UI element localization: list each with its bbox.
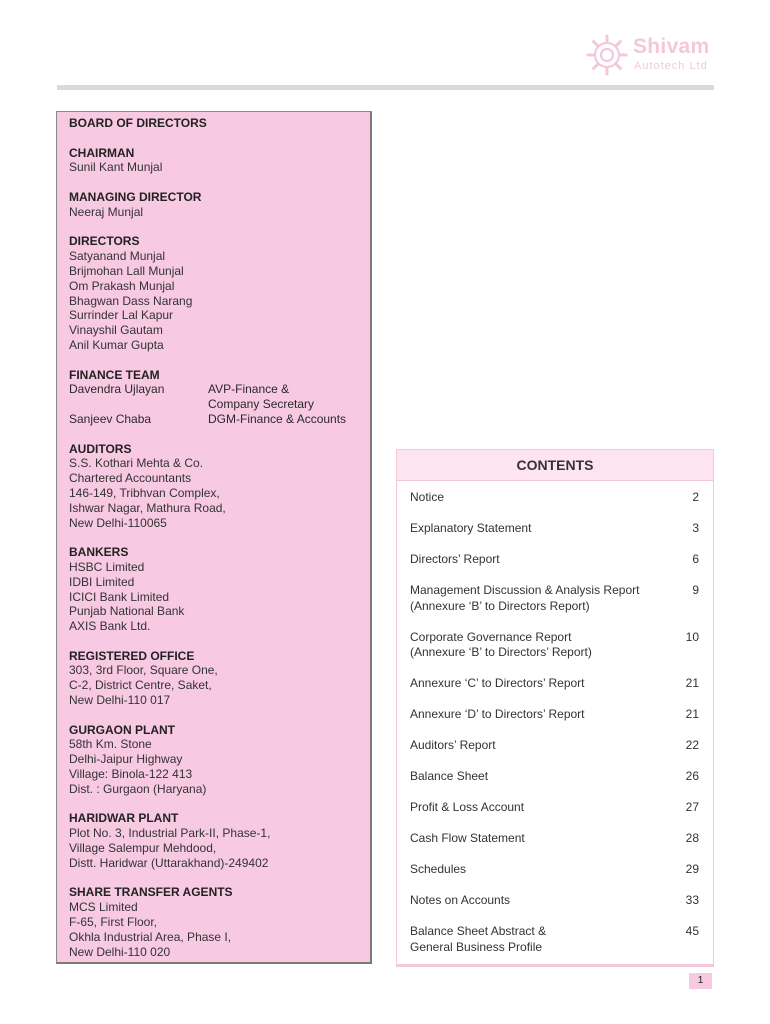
section-line: New Delhi-110 017: [69, 693, 171, 708]
finance-name: Sanjeev Chaba: [69, 411, 152, 426]
contents-item-title: Notice: [410, 490, 445, 504]
section-heading: SHARE TRANSFER AGENTS: [69, 885, 233, 900]
section-heading: CHAIRMAN: [69, 145, 135, 160]
section-line: AXIS Bank Ltd.: [69, 619, 151, 634]
section-heading: AUDITORS: [69, 441, 132, 456]
contents-item-subtitle: (Annexure ‘B’ to Directors’ Report): [410, 645, 592, 659]
contents-item[interactable]: [410, 676, 699, 692]
contents-item[interactable]: [410, 800, 699, 816]
bankers-section: [69, 545, 364, 634]
board-title: BOARD OF DIRECTORS: [69, 116, 207, 130]
section-line: Brijmohan Lall Munjal: [69, 263, 184, 278]
section-line: New Delhi-110065: [69, 515, 167, 530]
section-line: Chartered Accountants: [69, 471, 192, 486]
contents-item[interactable]: [410, 552, 699, 568]
contents-item[interactable]: [410, 630, 699, 661]
contents-item-page: 45: [685, 924, 699, 938]
finance-row: [69, 397, 364, 412]
contents-list: [410, 490, 699, 971]
contents-item-title: Auditors’ Report: [410, 738, 496, 752]
auditors-section: [69, 442, 364, 531]
contents-item[interactable]: [410, 862, 699, 878]
contents-item-title: Schedules: [410, 862, 467, 876]
section-heading: REGISTERED OFFICE: [69, 648, 195, 663]
section-line: Plot No. 3, Industrial Park-II, Phase-1,: [69, 826, 271, 841]
contents-item-page: 3: [692, 521, 699, 535]
section-line: 146-149, Tribhvan Complex,: [69, 485, 220, 500]
section-line: Punjab National Bank: [69, 604, 185, 619]
contents-item-page: 21: [685, 707, 699, 721]
managing-director-section: [69, 190, 364, 220]
contents-item[interactable]: [410, 924, 699, 955]
section-line: Village Salempur Mehdood,: [69, 841, 217, 856]
chairman-section: [69, 146, 364, 176]
logo-name: Shivam: [633, 35, 710, 58]
section-line: Surrinder Lal Kapur: [69, 308, 174, 323]
directors-section: [69, 234, 364, 352]
section-line: C-2, District Centre, Saket,: [69, 678, 212, 693]
contents-item[interactable]: [410, 769, 699, 785]
section-line: HSBC Limited: [69, 559, 145, 574]
contents-item-title: Annexure ‘D’ to Directors’ Report: [410, 707, 585, 721]
contents-item[interactable]: [410, 893, 699, 909]
finance-role: DGM-Finance & Accounts: [208, 411, 347, 426]
section-line: Bhagwan Dass Narang: [69, 293, 193, 308]
contents-item-title: Cash Flow Statement: [410, 831, 525, 845]
contents-item-title: Balance Sheet Abstract &: [410, 924, 547, 938]
contents-item-page: 2: [692, 490, 699, 504]
page-number: 1: [689, 973, 712, 989]
contents-item-page: 9: [692, 583, 699, 597]
finance-role: AVP-Finance &: [208, 382, 290, 397]
section-line: Vinayshil Gautam: [69, 323, 163, 338]
finance-role: Company Secretary: [208, 397, 315, 412]
contents-title: CONTENTS: [397, 450, 713, 481]
finance-name: Davendra Ujlayan: [69, 382, 165, 397]
company-logo: [585, 33, 720, 78]
contents-item-title: Explanatory Statement: [410, 521, 532, 535]
section-line: IDBI Limited: [69, 574, 135, 589]
contents-item[interactable]: [410, 583, 699, 614]
section-line: MCS Limited: [69, 900, 138, 915]
contents-item[interactable]: [410, 831, 699, 847]
finance-team-section: [69, 368, 364, 427]
contents-item-page: 10: [685, 629, 699, 644]
contents-item-title: Profit & Loss Account: [410, 800, 525, 814]
section-heading: FINANCE TEAM: [69, 367, 160, 382]
contents-item[interactable]: [410, 521, 699, 537]
contents-item-page: 28: [685, 831, 699, 845]
section-line: Village: Binola-122 413: [69, 767, 193, 782]
gurgaon-plant-section: [69, 723, 364, 797]
contents-item-page: 33: [685, 893, 699, 907]
section-line: S.S. Kothari Mehta & Co.: [69, 456, 204, 471]
contents-panel: [396, 449, 714, 967]
header-rule: [57, 85, 714, 90]
section-line: New Delhi-110 020: [69, 944, 171, 959]
section-line: Om Prakash Munjal: [69, 278, 175, 293]
finance-name: [69, 397, 208, 412]
contents-item-page: 26: [685, 769, 699, 783]
contents-item-subtitle: (Annexure ‘B’ to Directors Report): [410, 598, 590, 613]
contents-item-page: 21: [685, 676, 699, 690]
section-line: F-65, First Floor,: [69, 915, 158, 930]
section-line: 303, 3rd Floor, Square One,: [69, 663, 218, 678]
section-heading: GURGAON PLANT: [69, 722, 175, 737]
section-line: 58th Km. Stone: [69, 737, 152, 752]
contents-item[interactable]: [410, 707, 699, 723]
share-transfer-section: [69, 885, 364, 959]
contents-item[interactable]: [410, 738, 699, 754]
finance-row: [69, 412, 364, 427]
section-line: Okhla Industrial Area, Phase I,: [69, 929, 232, 944]
section-line: Delhi-Jaipur Highway: [69, 752, 183, 767]
section-line: Sunil Kant Munjal: [69, 160, 163, 175]
contents-item-title: Management Discussion & Analysis Report: [410, 583, 640, 597]
section-heading: DIRECTORS: [69, 234, 140, 249]
section-line: Satyanand Munjal: [69, 249, 166, 264]
contents-item-page: 22: [685, 738, 699, 752]
section-heading: MANAGING DIRECTOR: [69, 189, 202, 204]
registered-office-section: [69, 649, 364, 708]
logo-subtitle: Autotech Ltd: [634, 60, 708, 72]
haridwar-plant-section: [69, 811, 364, 870]
section-line: Distt. Haridwar (Uttarakhand)-249402: [69, 855, 269, 870]
section-line: ICICI Bank Limited: [69, 589, 170, 604]
contents-item-subtitle: General Business Profile: [410, 939, 543, 954]
finance-row: [69, 382, 364, 397]
contents-item-title: Annexure ‘C’ to Directors’ Report: [410, 676, 585, 690]
contents-item-page: 29: [685, 862, 699, 876]
contents-item-title: Directors’ Report: [410, 552, 500, 566]
section-line: Neeraj Munjal: [69, 204, 144, 219]
contents-item-page: 27: [685, 800, 699, 814]
section-line: Anil Kumar Gupta: [69, 337, 164, 352]
gear-logo-icon: [585, 33, 629, 77]
section-line: Ishwar Nagar, Mathura Road,: [69, 500, 226, 515]
section-heading: BANKERS: [69, 545, 129, 560]
section-heading: HARIDWAR PLANT: [69, 811, 179, 826]
contents-item-title: Corporate Governance Report: [410, 629, 572, 644]
board-title-section: [69, 116, 364, 131]
contents-item[interactable]: [410, 490, 699, 506]
contents-item-title: Notes on Accounts: [410, 893, 511, 907]
contents-item-page: 6: [692, 552, 699, 566]
section-line: Dist. : Gurgaon (Haryana): [69, 781, 207, 796]
contents-item-title: Balance Sheet: [410, 769, 489, 783]
corporate-info-panel: [56, 111, 372, 964]
